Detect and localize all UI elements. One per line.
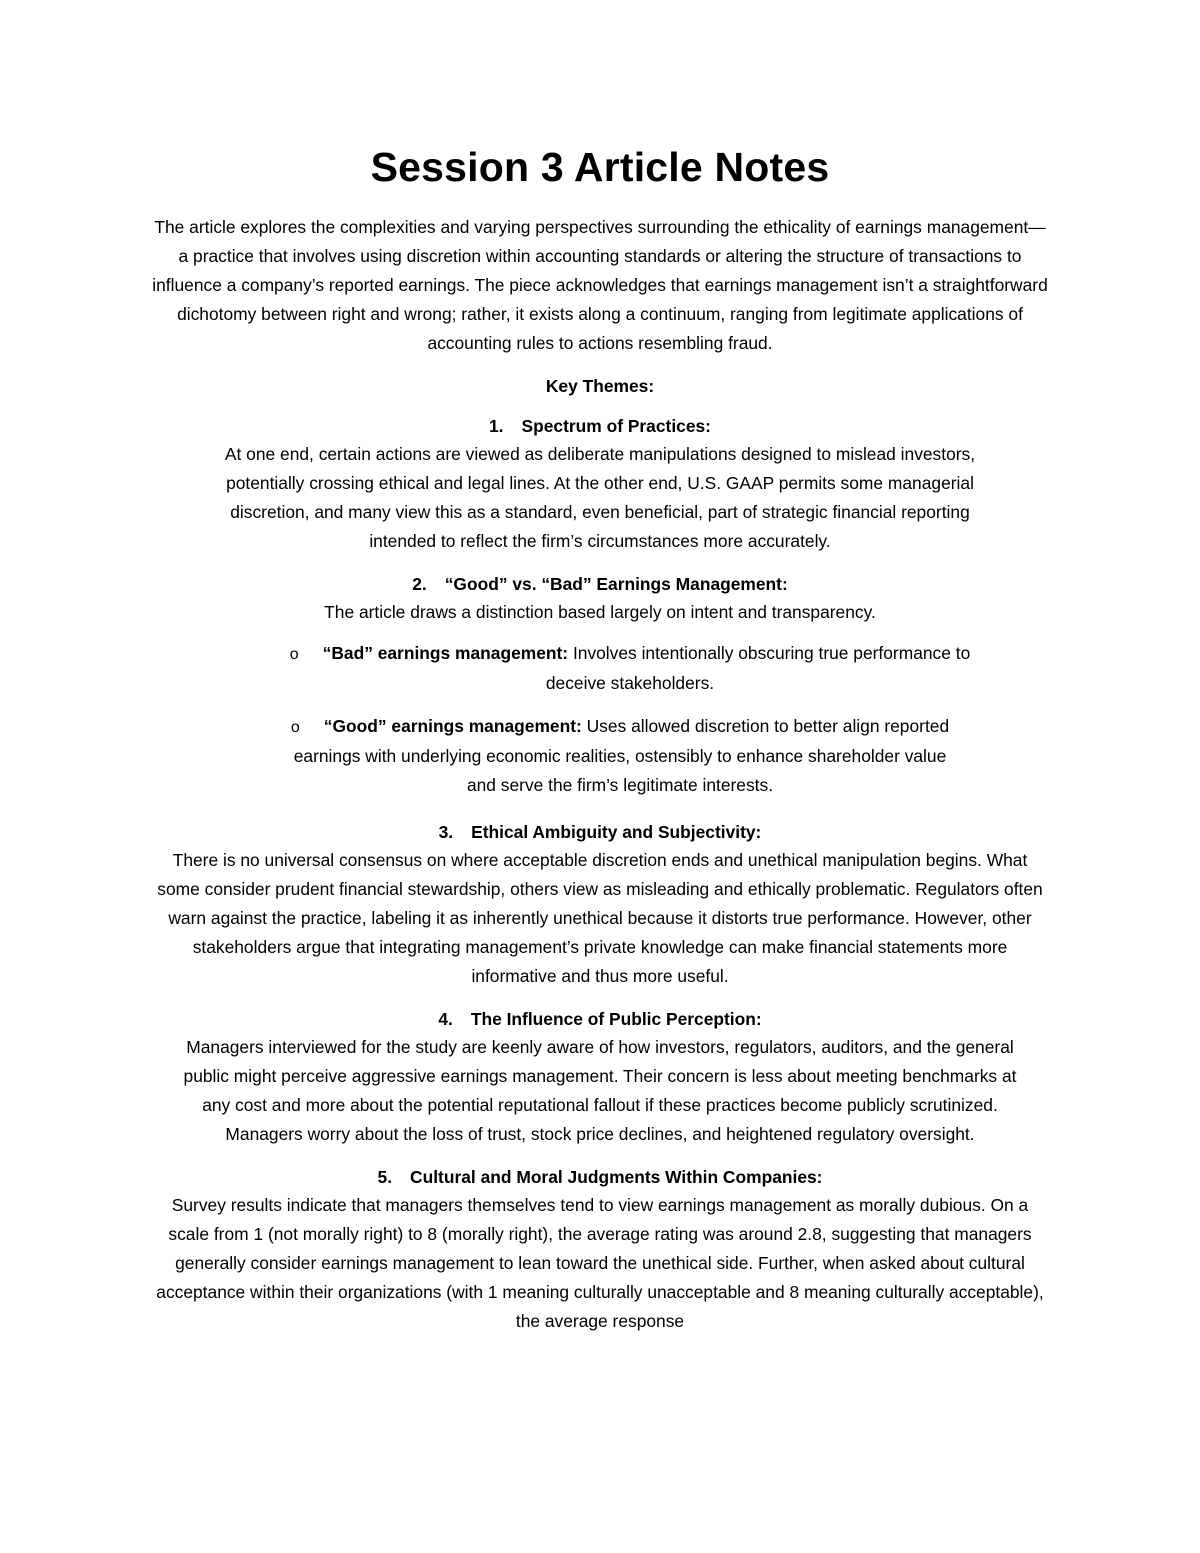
theme-number: 5.: [377, 1167, 393, 1188]
key-themes-heading: Key Themes:: [545, 376, 655, 397]
theme-number: 2.: [412, 574, 427, 595]
sub-list: [130, 639, 1070, 800]
bullet-marker: o: [289, 646, 299, 664]
sub-item-label: “Good” earnings management:: [323, 716, 582, 737]
theme-body: Managers interviewed for the study are keenly aware of how investors, regulators, auditors, and the general public might perceive aggressive earnings management. Their concern is less about meeting benchmarks at any cost and more about the potential reputational fallout if these practices become publicly scrutinized. Managers worry about the loss of trust, stock price declines, and heightened regulatory oversight.: [183, 1037, 1017, 1145]
theme-body: At one end, certain actions are viewed as deliberate manipulations designed to mislead investors, potentially crossing ethical and legal lines. At the other end, U.S. GAAP permits some managerial discretion, and many view this as a standard, even beneficial, part of strategic financial reporting intended to reflect the firm’s circumstances more accurately.: [224, 444, 976, 552]
intro-paragraph: The article explores the complexities and varying perspectives surrounding the ethicality of earnings management—a practice that involves using discretion within accounting standards or altering the structure of transactions to influence a company’s reported earnings. The piece acknowledges that earnings management isn’t a straightforward dichotomy between right and wrong; rather, it exists along a continuum, ranging from legitimate applications of accounting rules to actions resembling fraud.: [152, 217, 1048, 354]
theme-heading: [130, 1163, 1070, 1191]
sub-item-text: Involves intentionally obscuring true performance to deceive stakeholders.: [545, 643, 971, 694]
sub-item-good: [280, 712, 960, 800]
theme-item-good-vs-bad: [130, 570, 1070, 800]
sub-item-label: “Bad” earnings management:: [322, 643, 569, 664]
theme-body: The article draws a distinction based largely on intent and transparency.: [324, 602, 876, 623]
theme-item-public-perception: [130, 1005, 1070, 1149]
theme-body: There is no universal consensus on where acceptable discretion ends and unethical manipulation begins. What some consider prudent financial stewardship, others view as misleading and ethically problematic. Regulators often warn against the practice, labeling it as inherently unethical because it distorts true performance. However, other stakeholders argue that integrating management’s private knowledge can make financial statements more informative and thus more useful.: [157, 850, 1043, 987]
theme-title: The Influence of Public Perception:: [470, 1009, 762, 1030]
theme-item-ambiguity: [130, 818, 1070, 991]
sub-item-text: Uses allowed discretion to better align reported earnings with underlying economic realities, ostensibly to enhance shareholder value and serve the firm’s legitimate interests.: [293, 716, 950, 796]
theme-number: 1.: [489, 416, 504, 437]
theme-body: Survey results indicate that managers themselves tend to view earnings management as morally dubious. On a scale from 1 (not morally right) to 8 (morally right), the average rating was around 2.8, suggesting that managers generally consider earnings management to lean toward the unethical side. Further, when asked about cultural acceptance within their organizations (with 1 meaning culturally unacceptable and 8 meaning culturally acceptable), the average response: [156, 1195, 1044, 1332]
theme-heading: [130, 818, 1070, 846]
theme-title: Spectrum of Practices:: [521, 416, 711, 437]
theme-heading: [130, 412, 1070, 440]
sub-item-bad: [265, 639, 995, 698]
theme-item-spectrum: [130, 412, 1070, 556]
theme-title: Cultural and Moral Judgments Within Companies:: [410, 1167, 823, 1188]
theme-heading: [130, 1005, 1070, 1033]
theme-title: Ethical Ambiguity and Subjectivity:: [471, 822, 762, 843]
document-title: Session 3 Article Notes: [370, 144, 830, 190]
bullet-marker: o: [290, 719, 300, 737]
theme-number: 3.: [438, 822, 454, 843]
theme-item-cultural-moral: [130, 1163, 1070, 1336]
theme-heading: [130, 570, 1070, 598]
theme-number: 4.: [438, 1009, 453, 1030]
theme-title: “Good” vs. “Bad” Earnings Management:: [444, 574, 788, 595]
